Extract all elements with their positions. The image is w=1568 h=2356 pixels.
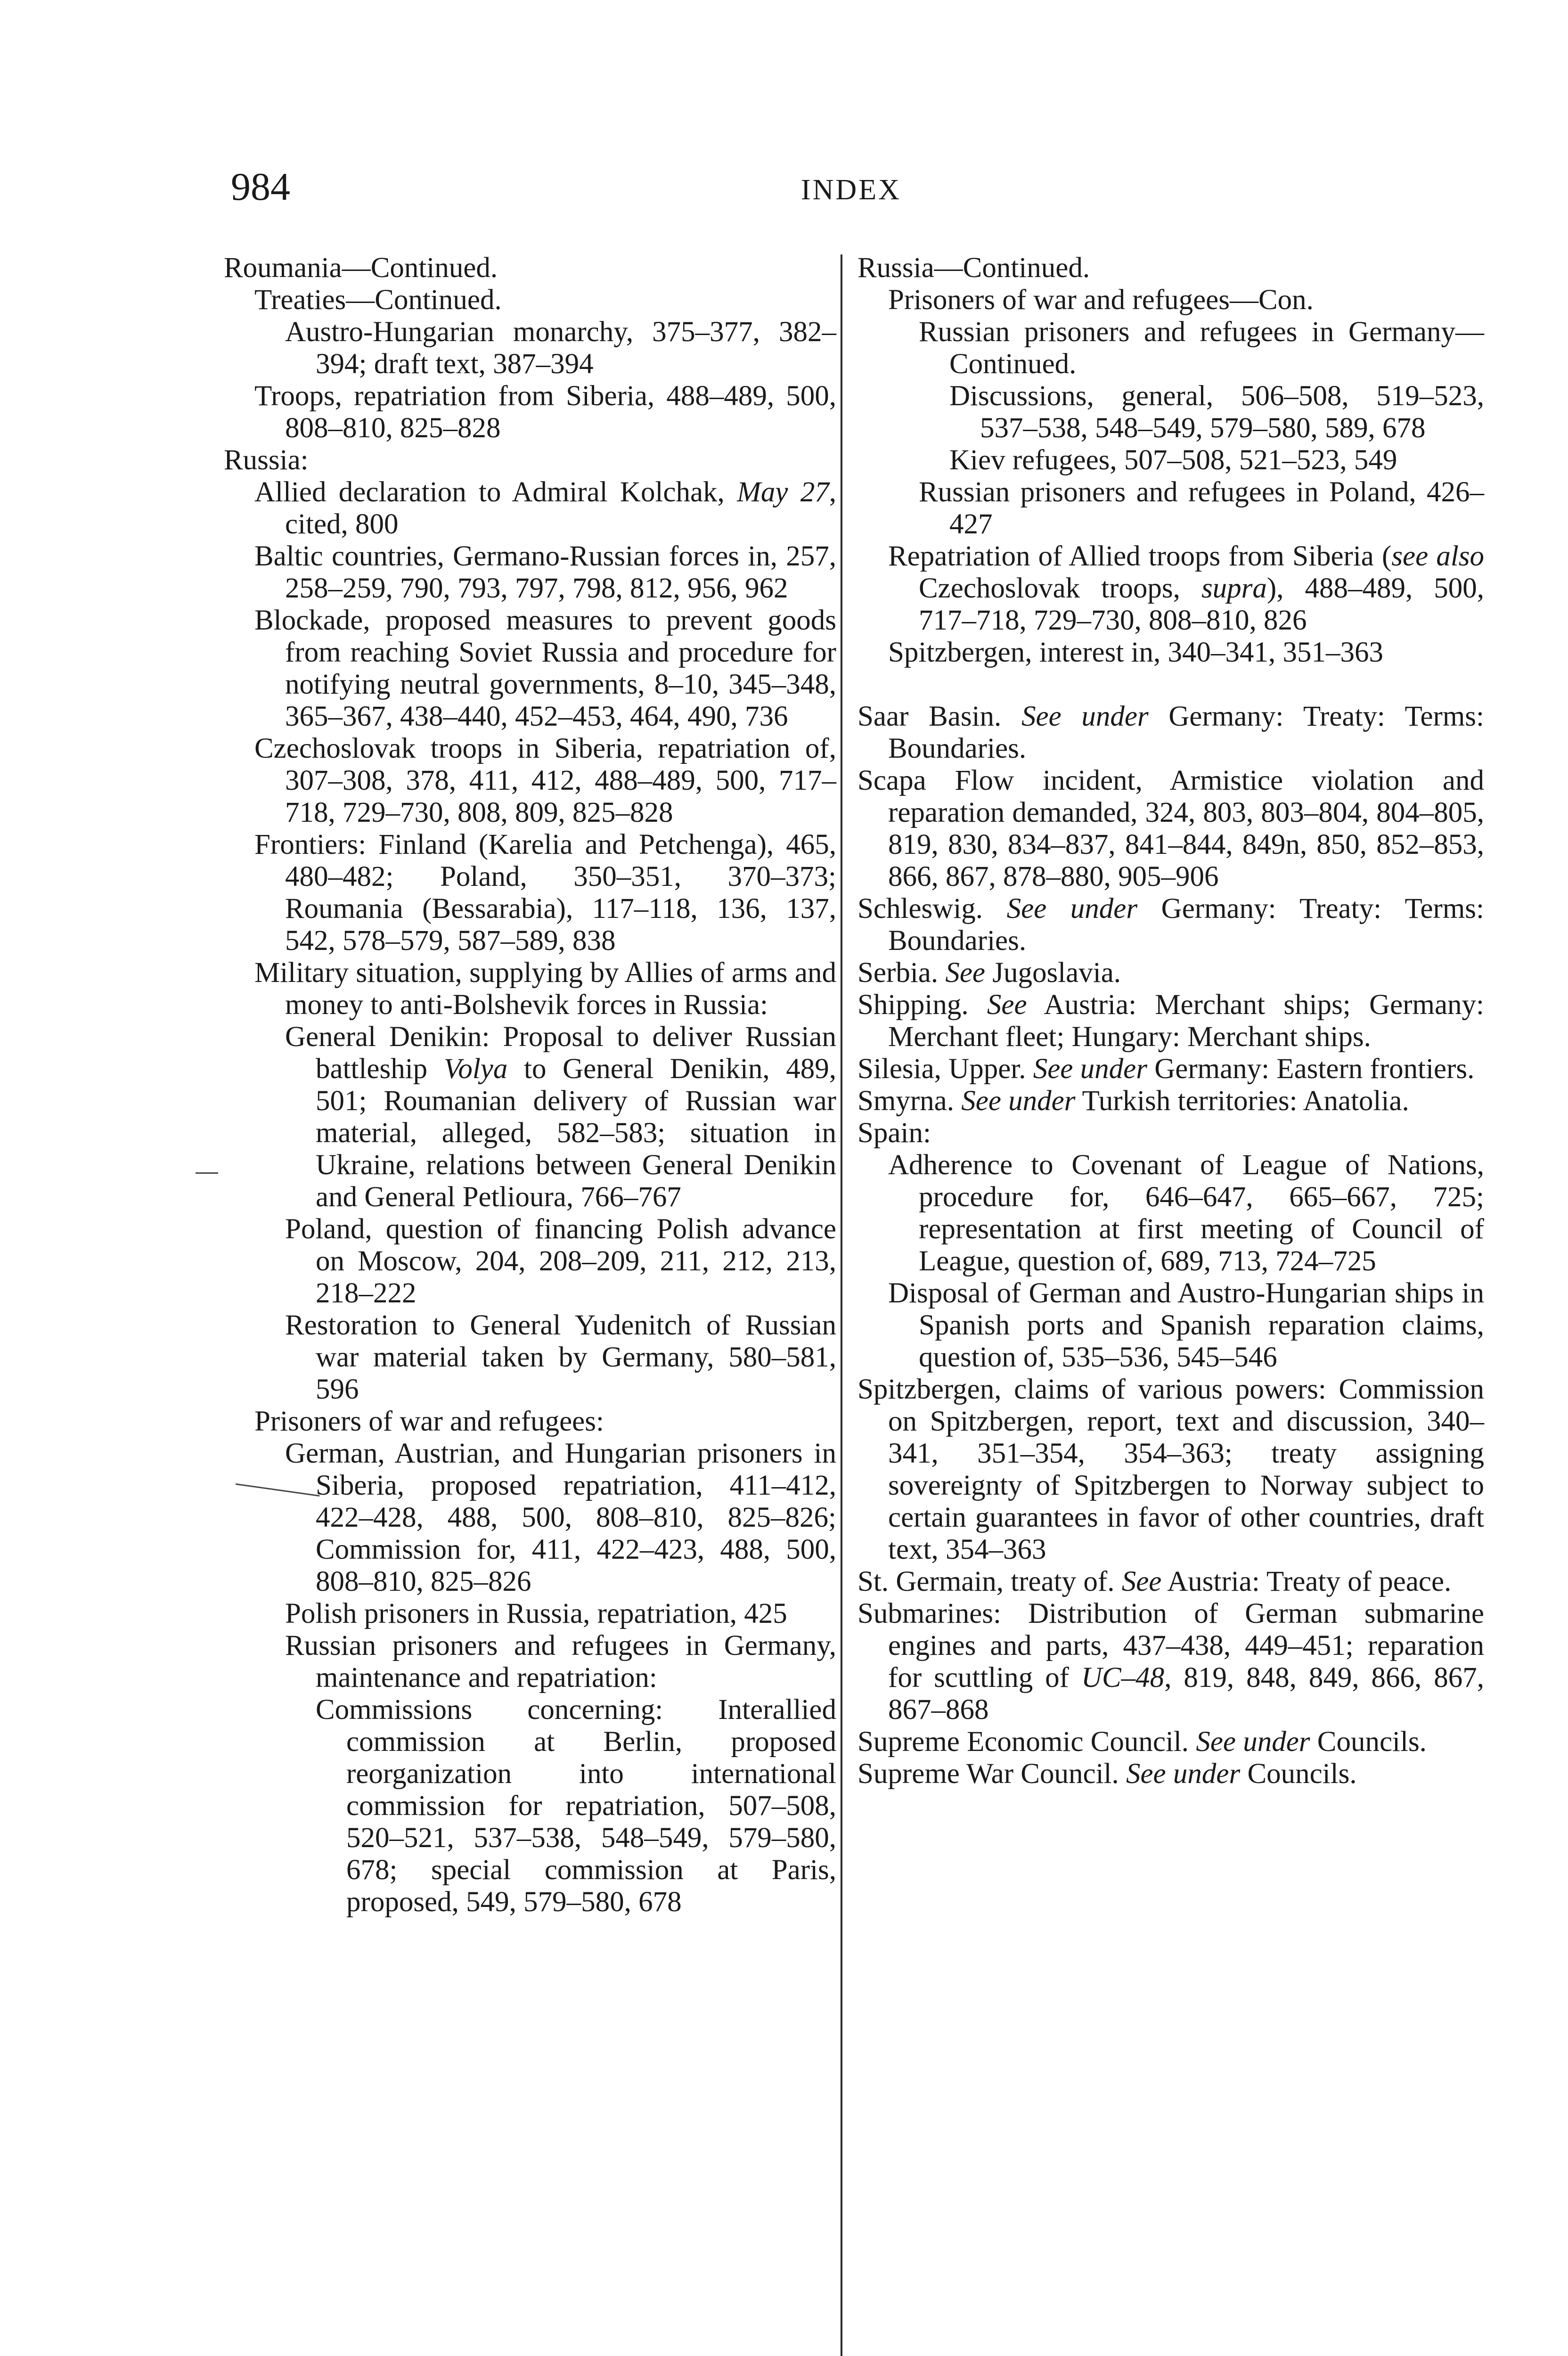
- index-entry: [224, 1309, 836, 1406]
- entry-text: Commissions concerning: Interallied commission at Berlin, proposed reorganization into international commission for repatriation, 507–508, 520–521, 537–538, 548–549, 579–580, 678; special commission at Paris, proposed, 549, 579–580, 678: [316, 1694, 836, 1918]
- entry-text: Supreme Economic Council.: [858, 1726, 1196, 1758]
- index-entry: [858, 476, 1484, 540]
- entry-text: Austria: Merchant ships; Germany: Merchant fleet; Hungary: Merchant ships.: [888, 989, 1484, 1053]
- entry-text: to General Denikin, 489, 501; Roumanian delivery of Russian war material, alleged, 582–583; situation in Ukraine, relations between General Denikin and General Petlioura, 766–767: [316, 1053, 836, 1213]
- entry-text: Treaties—Continued.: [254, 284, 502, 316]
- entry-italic-text: See under: [1196, 1726, 1310, 1758]
- entry-italic-text: See under: [1021, 701, 1149, 732]
- index-entry: [224, 1694, 836, 1918]
- index-entry: [858, 637, 1484, 669]
- index-entry: [224, 1213, 836, 1309]
- entry-text: Supreme War Council.: [858, 1758, 1126, 1790]
- index-entry: [858, 1566, 1484, 1598]
- entry-text: Councils.: [1310, 1726, 1427, 1758]
- entry-text: Smyrna.: [858, 1085, 962, 1117]
- entry-text: Prisoners of war and refugees:: [254, 1406, 604, 1437]
- entry-text: Turkish territories: Anatolia.: [1075, 1085, 1409, 1117]
- entry-italic-text: See under: [1006, 893, 1138, 924]
- index-entry: [858, 540, 1484, 637]
- entry-italic-text: See under: [961, 1085, 1076, 1117]
- index-entry: [224, 1630, 836, 1694]
- entry-italic-text: UC–48: [1081, 1662, 1165, 1693]
- index-entry: [858, 765, 1484, 893]
- index-entry: [858, 1085, 1484, 1117]
- entry-text: Austria: Treaty of peace.: [1161, 1566, 1452, 1597]
- entry-italic-text: See under: [1126, 1758, 1241, 1790]
- entry-text: Kiev refugees, 507–508, 521–523, 549: [949, 444, 1397, 476]
- index-entry: [858, 1758, 1484, 1790]
- entry-italic-text: See: [1121, 1566, 1162, 1597]
- entry-text: St. Germain, treaty of.: [858, 1566, 1122, 1597]
- index-entry: [224, 957, 836, 1021]
- entry-text: , 819, 848, 849, 866, 867, 867–868: [888, 1662, 1485, 1726]
- index-entry: [858, 380, 1484, 444]
- entry-text: ), 488–489, 500, 717–718, 729–730, 808–810, 826: [919, 573, 1484, 636]
- index-entry: [858, 989, 1484, 1053]
- index-entry: [858, 444, 1484, 476]
- index-entry: [224, 316, 836, 380]
- entry-text: Silesia, Upper.: [858, 1053, 1033, 1085]
- index-column-right: [858, 252, 1484, 1790]
- page-number: 984: [231, 165, 290, 209]
- entry-text: Baltic countries, Germano-Russian forces in, 257, 258–259, 790, 793, 797, 798, 812, 956, 962: [254, 540, 836, 604]
- index-entry: [224, 476, 836, 540]
- entry-text: Germany: Eastern frontiers.: [1147, 1053, 1475, 1085]
- entry-text: Military situation, supplying by Allies of arms and money to anti-Bolshevik forces in Russia:: [254, 957, 836, 1021]
- entry-text: Jugoslavia.: [985, 957, 1121, 989]
- entry-italic-text: See under: [1033, 1053, 1147, 1085]
- index-entry: [858, 252, 1484, 284]
- index-entry: [858, 957, 1484, 989]
- entry-text: Schleswig.: [858, 893, 1007, 924]
- entry-italic-text: See: [987, 989, 1027, 1021]
- index-entry: [224, 733, 836, 829]
- entry-italic-text: supra: [1201, 573, 1267, 604]
- index-entry: [858, 1374, 1484, 1566]
- entry-italic-text: May 27: [737, 476, 829, 508]
- index-entry: [858, 1277, 1484, 1374]
- entry-text: , cited, 800: [285, 476, 836, 540]
- entry-text: Councils.: [1240, 1758, 1357, 1790]
- entry-text: Adherence to Covenant of League of Nations, procedure for, 646–647, 665–667, 725; representation at first meeting of Council of League, question of, 689, 713, 724–725: [888, 1149, 1484, 1277]
- entry-text: General Denikin: Proposal to deliver Russian battleship: [285, 1021, 836, 1085]
- entry-text: Russian prisoners and refugees in Germany, maintenance and repatriation:: [285, 1630, 836, 1693]
- entry-text: Troops, repatriation from Siberia, 488–489, 500, 808–810, 825–828: [254, 380, 836, 444]
- entry-text: Disposal of German and Austro-Hungarian ships in Spanish ports and Spanish reparation claims, question of, 535–536, 545–546: [888, 1277, 1484, 1373]
- entry-italic-text: See: [945, 957, 985, 989]
- running-head: INDEX: [801, 174, 901, 206]
- entry-text: Austro-Hungarian monarchy, 375–377, 382–394; draft text, 387–394: [285, 316, 836, 380]
- index-entry: [858, 893, 1484, 957]
- entry-text: Spitzbergen, interest in, 340–341, 351–363: [888, 637, 1383, 668]
- entry-text: Submarines: Distribution of German submarine engines and parts, 437–438, 449–451; reparation for scuttling of: [858, 1598, 1484, 1693]
- index-entry: [858, 316, 1484, 380]
- entry-text: Germany: Treaty: Terms: Boundaries.: [888, 701, 1484, 764]
- entry-text: Russia—Continued.: [858, 252, 1090, 284]
- entry-text: Czechoslovak troops in Siberia, repatriation of, 307–308, 378, 411, 412, 488–489, 500, 717–718, 729–730, 808, 809, 825–828: [254, 733, 836, 828]
- entry-text: Frontiers: Finland (Karelia and Petchenga), 465, 480–482; Poland, 350–351, 370–373; Roumania (Bessarabia), 117–118, 136, 137, 542, 578–579, 587–589, 838: [254, 829, 836, 957]
- entry-italic-text: see also: [1391, 540, 1485, 572]
- index-entry: [224, 252, 836, 284]
- index-entry: [224, 540, 836, 605]
- entry-text: Shipping.: [858, 989, 987, 1021]
- entry-text: Roumania—Continued.: [224, 252, 498, 284]
- index-entry: [858, 1053, 1484, 1085]
- index-entry: [224, 829, 836, 957]
- index-entry: [224, 1406, 836, 1438]
- entry-text: Czechoslovak troops,: [919, 573, 1201, 604]
- column-divider: [841, 254, 842, 2356]
- entry-text: Allied declaration to Admiral Kolchak,: [254, 476, 737, 508]
- entry-italic-text: Volya: [443, 1053, 508, 1085]
- index-entry: [224, 1021, 836, 1213]
- entry-text: Serbia.: [858, 957, 946, 989]
- index-entry: [224, 444, 836, 476]
- index-column-left: [224, 252, 836, 1918]
- entry-text: Spitzbergen, claims of various powers: Commission on Spitzbergen, report, text and discussion, 340–341, 351–354, 354–363; treaty assigning sovereignty of Spitzbergen to Norway subject to certain guarantees in favor of other countries, draft text, 354–363: [858, 1374, 1484, 1565]
- index-entry: [858, 1149, 1484, 1277]
- entry-text: Scapa Flow incident, Armistice violation and reparation demanded, 324, 803, 803–804, 804–805, 819, 830, 834–837, 841–844, 849n, 850, 852–853, 866, 867, 878–880, 905–906: [858, 765, 1484, 892]
- entry-text: Discussions, general, 506–508, 519–523, 537–538, 548–549, 579–580, 589, 678: [949, 380, 1484, 444]
- entry-text: Russian prisoners and refugees in Germany—Continued.: [919, 316, 1484, 380]
- margin-dash-mark: [196, 1172, 218, 1174]
- entry-text: Repatriation of Allied troops from Siberia (: [888, 540, 1392, 572]
- entry-text: Polish prisoners in Russia, repatriation, 425: [285, 1598, 787, 1629]
- entry-text: Prisoners of war and refugees—Con.: [888, 284, 1314, 316]
- index-entry: [224, 284, 836, 316]
- index-entry: [224, 1598, 836, 1630]
- entry-text: Germany: Treaty: Terms: Boundaries.: [888, 893, 1484, 957]
- entry-text: Russia:: [224, 444, 309, 476]
- index-entry: [858, 1726, 1484, 1758]
- entry-text: Spain:: [858, 1117, 931, 1149]
- index-entry: [224, 605, 836, 733]
- entry-text: Saar Basin.: [858, 701, 1021, 732]
- index-entry: [858, 1117, 1484, 1149]
- entry-text: Russian prisoners and refugees in Poland, 426–427: [919, 476, 1484, 540]
- index-entry: [858, 701, 1484, 765]
- index-entry: [858, 284, 1484, 316]
- index-entry: [224, 380, 836, 444]
- index-entry: [858, 1598, 1484, 1726]
- entry-text: Poland, question of financing Polish advance on Moscow, 204, 208–209, 211, 212, 213, 218–222: [285, 1213, 836, 1309]
- index-entry: [224, 1438, 836, 1598]
- entry-text: Blockade, proposed measures to prevent goods from reaching Soviet Russia and procedure for notifying neutral governments, 8–10, 345–348, 365–367, 438–440, 452–453, 464, 490, 736: [254, 605, 836, 732]
- entry-text: German, Austrian, and Hungarian prisoners in Siberia, proposed repatriation, 411–412, 422–428, 488, 500, 808–810, 825–826; Commission for, 411, 422–423, 488, 500, 808–810, 825–826: [285, 1438, 836, 1597]
- entry-text: Restoration to General Yudenitch of Russian war material taken by Germany, 580–581, 596: [285, 1309, 836, 1405]
